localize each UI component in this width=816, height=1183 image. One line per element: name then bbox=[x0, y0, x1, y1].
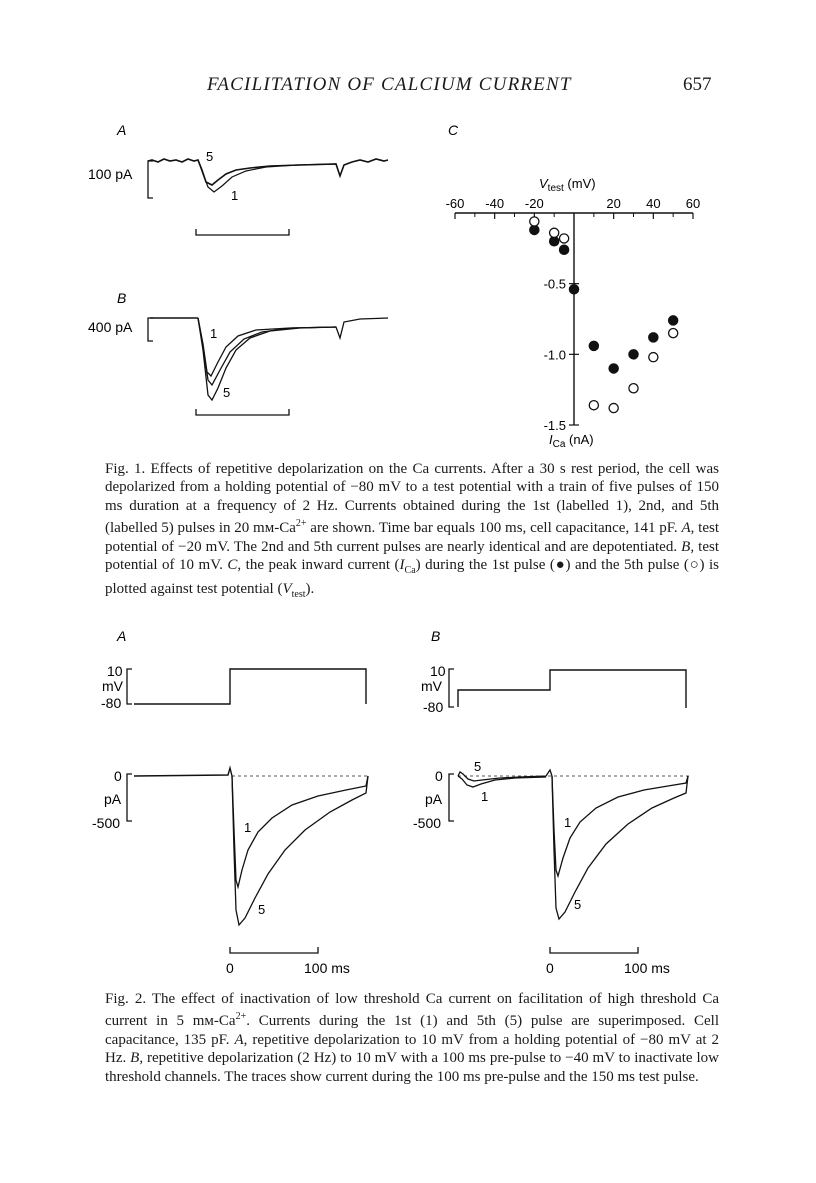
figure-1 bbox=[0, 0, 816, 460]
data-point-1st-pulse bbox=[609, 364, 618, 373]
fig2-b-time-label-100: 100 ms bbox=[624, 960, 670, 976]
fig1-caption-part: , test potential of −20 mV. The 2nd and 5th current pulses are nearly identical and are depotentiated. bbox=[105, 520, 720, 555]
fig1-caption-end: ). bbox=[305, 581, 315, 598]
page-number: 657 bbox=[683, 74, 712, 95]
fig2-b-i-label-0: 0 bbox=[435, 768, 443, 784]
fig1-c-iv-plot bbox=[446, 176, 701, 450]
fig2-a-voltage-protocol bbox=[134, 669, 366, 704]
fig1-a-scale-bar bbox=[148, 161, 153, 198]
data-point-5th-pulse bbox=[629, 384, 638, 393]
x-tick-label: -60 bbox=[445, 196, 465, 211]
fig1-a-trace-5 bbox=[148, 159, 388, 185]
fig1-a-trace-label-1: 1 bbox=[231, 188, 239, 203]
x-tick-label: -20 bbox=[524, 196, 544, 211]
fig2-caption-part: . Currents during the 1st (1) and 5th (5) pulse are superimposed. Cell capacitance, 135 pF. bbox=[105, 1013, 719, 1048]
data-point-5th-pulse bbox=[530, 217, 539, 226]
fig1-b-scale-bar bbox=[148, 318, 153, 341]
fig2-b-prepulse-trace-1 bbox=[458, 776, 546, 787]
fig2-b-voltage-protocol bbox=[458, 670, 686, 708]
fig1-a-trace-label-5: 5 bbox=[206, 149, 214, 164]
fig2-b-v-label-80: -80 bbox=[423, 699, 444, 715]
fig1-b-trace-label-1: 1 bbox=[210, 326, 218, 341]
fig1-b-scale-label: 400 pA bbox=[88, 319, 133, 335]
fig2-a-i-label-0: 0 bbox=[114, 768, 122, 784]
fig1-a-time-bar bbox=[196, 229, 289, 235]
fig2-b-i-label-500: -500 bbox=[413, 815, 442, 831]
y-tick-label: -1.5 bbox=[543, 418, 566, 433]
fig1-caption-b: B bbox=[681, 538, 691, 555]
fig1-caption-vtest: V bbox=[282, 581, 292, 598]
fig2-b-trace-5 bbox=[552, 776, 688, 919]
fig1-caption-sup: 2+ bbox=[295, 518, 307, 530]
fig2-caption bbox=[105, 990, 719, 1086]
fig1-a-trace-1 bbox=[198, 160, 336, 192]
fig2-caption-part: , repetitive depolarization to 10 mV from a holding potential of −80 mV at 2 Hz. bbox=[105, 1031, 719, 1067]
fig2-caption-a: A bbox=[234, 1031, 244, 1048]
x-tick-label: 40 bbox=[646, 196, 661, 211]
fig2-b-time-label-0: 0 bbox=[546, 960, 554, 976]
fig2-caption-sup: 2+ bbox=[235, 1011, 247, 1023]
fig2-panel-b-label: B bbox=[431, 628, 441, 644]
fig2-a-i-scale bbox=[127, 774, 132, 821]
data-point-1st-pulse bbox=[559, 245, 568, 254]
fig2-a-v-label-mv: mV bbox=[102, 678, 123, 694]
fig2-a-trace-5 bbox=[232, 776, 368, 925]
fig1-panel-b-label: B bbox=[117, 290, 127, 306]
fig2-a-trace-label-1: 1 bbox=[244, 820, 252, 835]
running-title: FACILITATION OF CALCIUM CURRENT bbox=[207, 74, 572, 95]
fig1-caption-part: , the peak inward current ( bbox=[237, 557, 400, 574]
fig1-b-time-bar bbox=[196, 409, 289, 415]
fig2-b-v-label-10: 10 bbox=[430, 663, 446, 679]
x-axis-label: $V_{test}$ (mV) bbox=[539, 176, 596, 194]
data-point-5th-pulse bbox=[589, 401, 598, 410]
fig1-caption bbox=[105, 460, 719, 605]
data-point-5th-pulse bbox=[649, 353, 658, 362]
fig2-a-trace-1 bbox=[232, 776, 368, 887]
fig1-b-trace-label-5: 5 bbox=[223, 385, 231, 400]
fig2-b-trace-label-5: 5 bbox=[574, 897, 582, 912]
fig2-b-prepulse-trace-5 bbox=[458, 770, 552, 781]
fig2-b-trace-1 bbox=[552, 776, 688, 876]
data-point-5th-pulse bbox=[559, 234, 568, 243]
fig2-caption-end: , repetitive depolarization (2 Hz) to 10 mV with a 100 ms pre-pulse to −40 mV to inactivate low threshold channels. The traces show current during the 100 ms pre-pulse and the 150 ms test pulse. bbox=[105, 1050, 719, 1085]
fig2-a-time-label-0: 0 bbox=[226, 960, 234, 976]
fig1-panel-c-label: C bbox=[448, 122, 459, 138]
fig1-caption-c: C bbox=[227, 557, 238, 574]
fig2-a-trace-baseline bbox=[134, 768, 232, 776]
data-point-5th-pulse bbox=[550, 228, 559, 237]
fig2-a-trace-label-5: 5 bbox=[258, 902, 266, 917]
data-point-1st-pulse bbox=[530, 225, 539, 234]
fig1-caption-part: , test potential of 10 mV. bbox=[105, 538, 719, 574]
fig1-caption-part: are shown. Time bar equals 100 ms, cell capacitance, 141 pF. bbox=[306, 520, 682, 537]
fig2-b-trace-label-1: 1 bbox=[564, 815, 572, 830]
fig1-caption-vtest-sub: test bbox=[291, 589, 306, 601]
fig2-b-v-label-mv: mV bbox=[421, 678, 442, 694]
fig2-a-v-scale bbox=[127, 669, 132, 704]
fig1-a-scale-label: 100 pA bbox=[88, 166, 133, 182]
fig1-b-trace-1 bbox=[198, 318, 336, 376]
fig2-a-i-label-500: -500 bbox=[92, 815, 121, 831]
fig1-caption-ica-sub: Ca bbox=[404, 565, 416, 577]
fig2-b-v-scale bbox=[449, 669, 454, 707]
fig2-a-v-label-10: 10 bbox=[107, 663, 123, 679]
fig2-a-i-label-pa: pA bbox=[104, 791, 122, 807]
fig1-caption-a: A bbox=[681, 520, 691, 537]
fig2-b-prepulse-label-1: 1 bbox=[481, 789, 489, 804]
data-point-1st-pulse bbox=[649, 333, 658, 342]
x-tick-label: 20 bbox=[606, 196, 621, 211]
data-point-5th-pulse bbox=[609, 403, 618, 412]
fig1-caption-lead: Fig. 1. Effects of repetitive depolarization on the Ca currents. After a 30 s rest period, the cell was depolarized from a holding potential of −80 mV to a test potential with a train of five pulses of 150 ms duration at a frequency of 2 Hz. Currents obtained during the 1st (labelled 1), 2nd, and 5th (labelled 5) pulses in 20 mм-Ca bbox=[105, 461, 719, 537]
fig2-caption-b: B bbox=[130, 1050, 140, 1067]
fig2-b-i-scale bbox=[449, 774, 454, 821]
x-tick-label: -40 bbox=[485, 196, 505, 211]
fig2-b-i-label-pa: pA bbox=[425, 791, 443, 807]
fig2-caption-lead: Fig. 2. The effect of inactivation of low threshold Ca current on facilitation of high threshold Ca current in 5 mм-Ca bbox=[105, 991, 719, 1030]
data-point-1st-pulse bbox=[550, 237, 559, 246]
y-axis-label: $I_{Ca}$ (nA) bbox=[549, 432, 594, 450]
fig1-caption-part: ) during the 1st pulse (●) and the 5th pulse (○) is plotted against test potential ( bbox=[105, 557, 720, 598]
data-point-1st-pulse bbox=[629, 350, 638, 359]
data-point-1st-pulse bbox=[569, 285, 578, 294]
y-tick-label: -0.5 bbox=[543, 276, 566, 292]
data-point-5th-pulse bbox=[669, 329, 678, 338]
data-point-1st-pulse bbox=[669, 316, 678, 325]
data-point-1st-pulse bbox=[589, 341, 598, 350]
fig2-a-time-label-100: 100 ms bbox=[304, 960, 350, 976]
x-tick-label: 60 bbox=[685, 196, 701, 211]
y-tick-label: -1.0 bbox=[543, 347, 566, 363]
fig2-a-time-bar bbox=[230, 947, 318, 953]
fig2-b-prepulse-label-5: 5 bbox=[474, 759, 482, 774]
fig2-a-v-label-80: -80 bbox=[101, 695, 122, 711]
fig2-b-time-bar bbox=[550, 947, 638, 953]
fig2-panel-a-label: A bbox=[117, 628, 127, 644]
fig1-caption-ica: I bbox=[399, 557, 405, 574]
fig1-panel-a-label: A bbox=[117, 122, 127, 138]
